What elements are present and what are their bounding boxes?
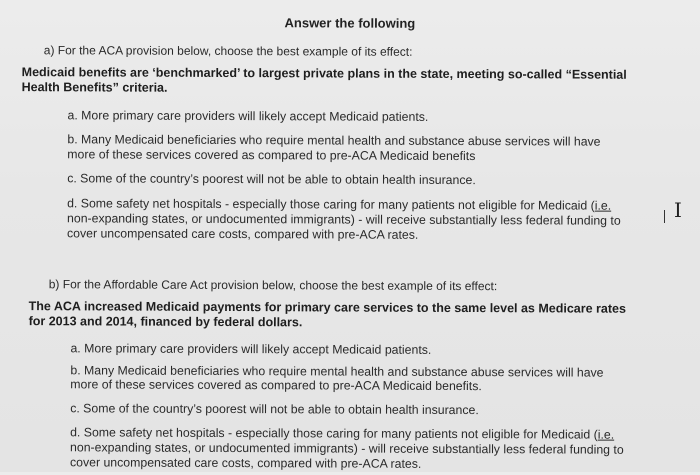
ie-link: i.e.	[594, 198, 612, 213]
question-b-option-d-line1: d. Some safety net hospitals - especially those caring for many patients not eligible for Medicaid (i.e.	[70, 425, 615, 442]
question-a-option-b-line2: more of these services covered as compared to pre-ACA Medicaid benefits	[67, 147, 476, 164]
question-b-option-d-line3: cover uncompensated care costs, compared with pre-ACA rates.	[69, 455, 422, 471]
text-cursor-icon: I	[674, 198, 682, 222]
question-b-stem-line2: for 2013 and 2014, financed by federal dollars.	[28, 314, 303, 330]
question-b-option-b-line2: more of these services covered as compared to pre-ACA Medicaid benefits.	[70, 377, 482, 394]
question-a-option-b-line1: b. Many Medicaid beneficiaries who require mental health and substance abuse services will have	[67, 132, 601, 149]
question-b-stem-line1: The ACA increased Medicaid payments for primary care services to the same level as Medicare rates	[28, 299, 626, 316]
question-a-option-d-line3: cover uncompensated care costs, compared with pre-ACA rates.	[66, 226, 419, 242]
question-b-option-c: c. Some of the country’s poorest will not be able to obtain health insurance.	[70, 401, 479, 418]
question-a-option-a: a. More primary care providers will likely accept Medicaid patients.	[67, 108, 429, 124]
question-a-option-d-line1: d. Some safety net hospitals - especially those caring for many patients not eligible for Medicaid (i.e.	[67, 196, 612, 213]
text-caret	[664, 210, 665, 223]
question-b-option-d-line2: non-expanding states, or undocumented immigrants) - will receive substantially less federal funding to	[70, 440, 624, 457]
question-b-option-a: a. More primary care providers will likely accept Medicaid patients.	[70, 341, 432, 357]
page-title: Answer the following	[284, 15, 416, 31]
question-b-label: b) For the Affordable Care Act provision below, choose the best example of its effect:	[48, 277, 498, 294]
question-a-stem-line2: Health Benefits” criteria.	[21, 80, 168, 95]
question-a-stem-line1: Medicaid benefits are ‘benchmarked’ to largest private plans in the state, meeting so-called “Essential	[21, 65, 627, 82]
question-a-option-c: c. Some of the country’s poorest will not be able to obtain health insurance.	[67, 171, 476, 188]
question-a-option-d-line2: non-expanding states, or undocumented immigrants) - will receive substantially less federal funding to	[67, 211, 621, 228]
question-b-option-b-line1: b. Many Medicaid beneficiaries who require mental health and substance abuse services will have	[70, 363, 604, 380]
question-a-label: a) For the ACA provision below, choose the best example of its effect:	[43, 43, 413, 59]
ie-link: i.e.	[597, 427, 615, 442]
